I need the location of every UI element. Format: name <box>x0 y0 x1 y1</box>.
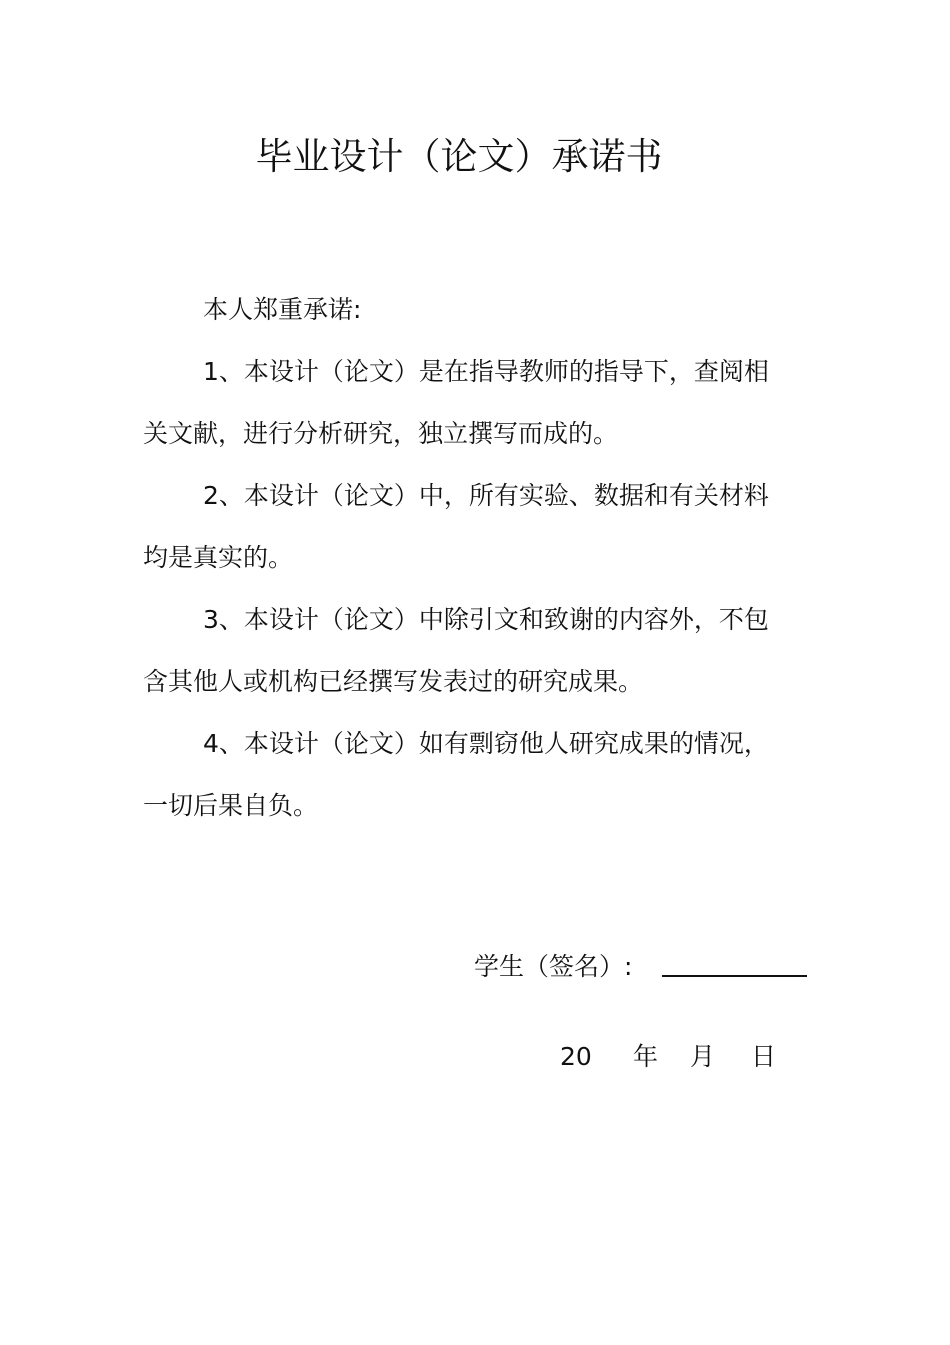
signature-line[interactable] <box>662 975 807 977</box>
date-year-prefix: 20 <box>560 1042 592 1071</box>
commitment-item-2: 2、本设计（论文）中，所有实验、数据和有关材料均是真实的。 <box>143 481 769 572</box>
commitment-item-3: 3、本设计（论文）中除引文和致谢的内容外，不包含其他人或机构已经撰写发表过的研究成果。 <box>143 605 769 696</box>
commitment-item-1: 1、本设计（论文）是在指导教师的指导下，查阅相关文献，进行分析研究，独立撰写而成的。 <box>143 357 769 448</box>
signature-label: 学生（签名）: <box>474 952 633 981</box>
document-title: 毕业设计（论文）承诺书 <box>255 135 663 178</box>
date-year-label: 年 <box>633 1042 659 1071</box>
date-month-label: 月 <box>690 1042 716 1071</box>
date-day-label: 日 <box>751 1042 777 1071</box>
commitment-body <box>143 279 783 837</box>
commitment-item-4: 4、本设计（论文）如有剽窃他人研究成果的情况，一切后果自负。 <box>143 729 769 820</box>
intro-line: 本人郑重承诺: <box>203 295 362 324</box>
